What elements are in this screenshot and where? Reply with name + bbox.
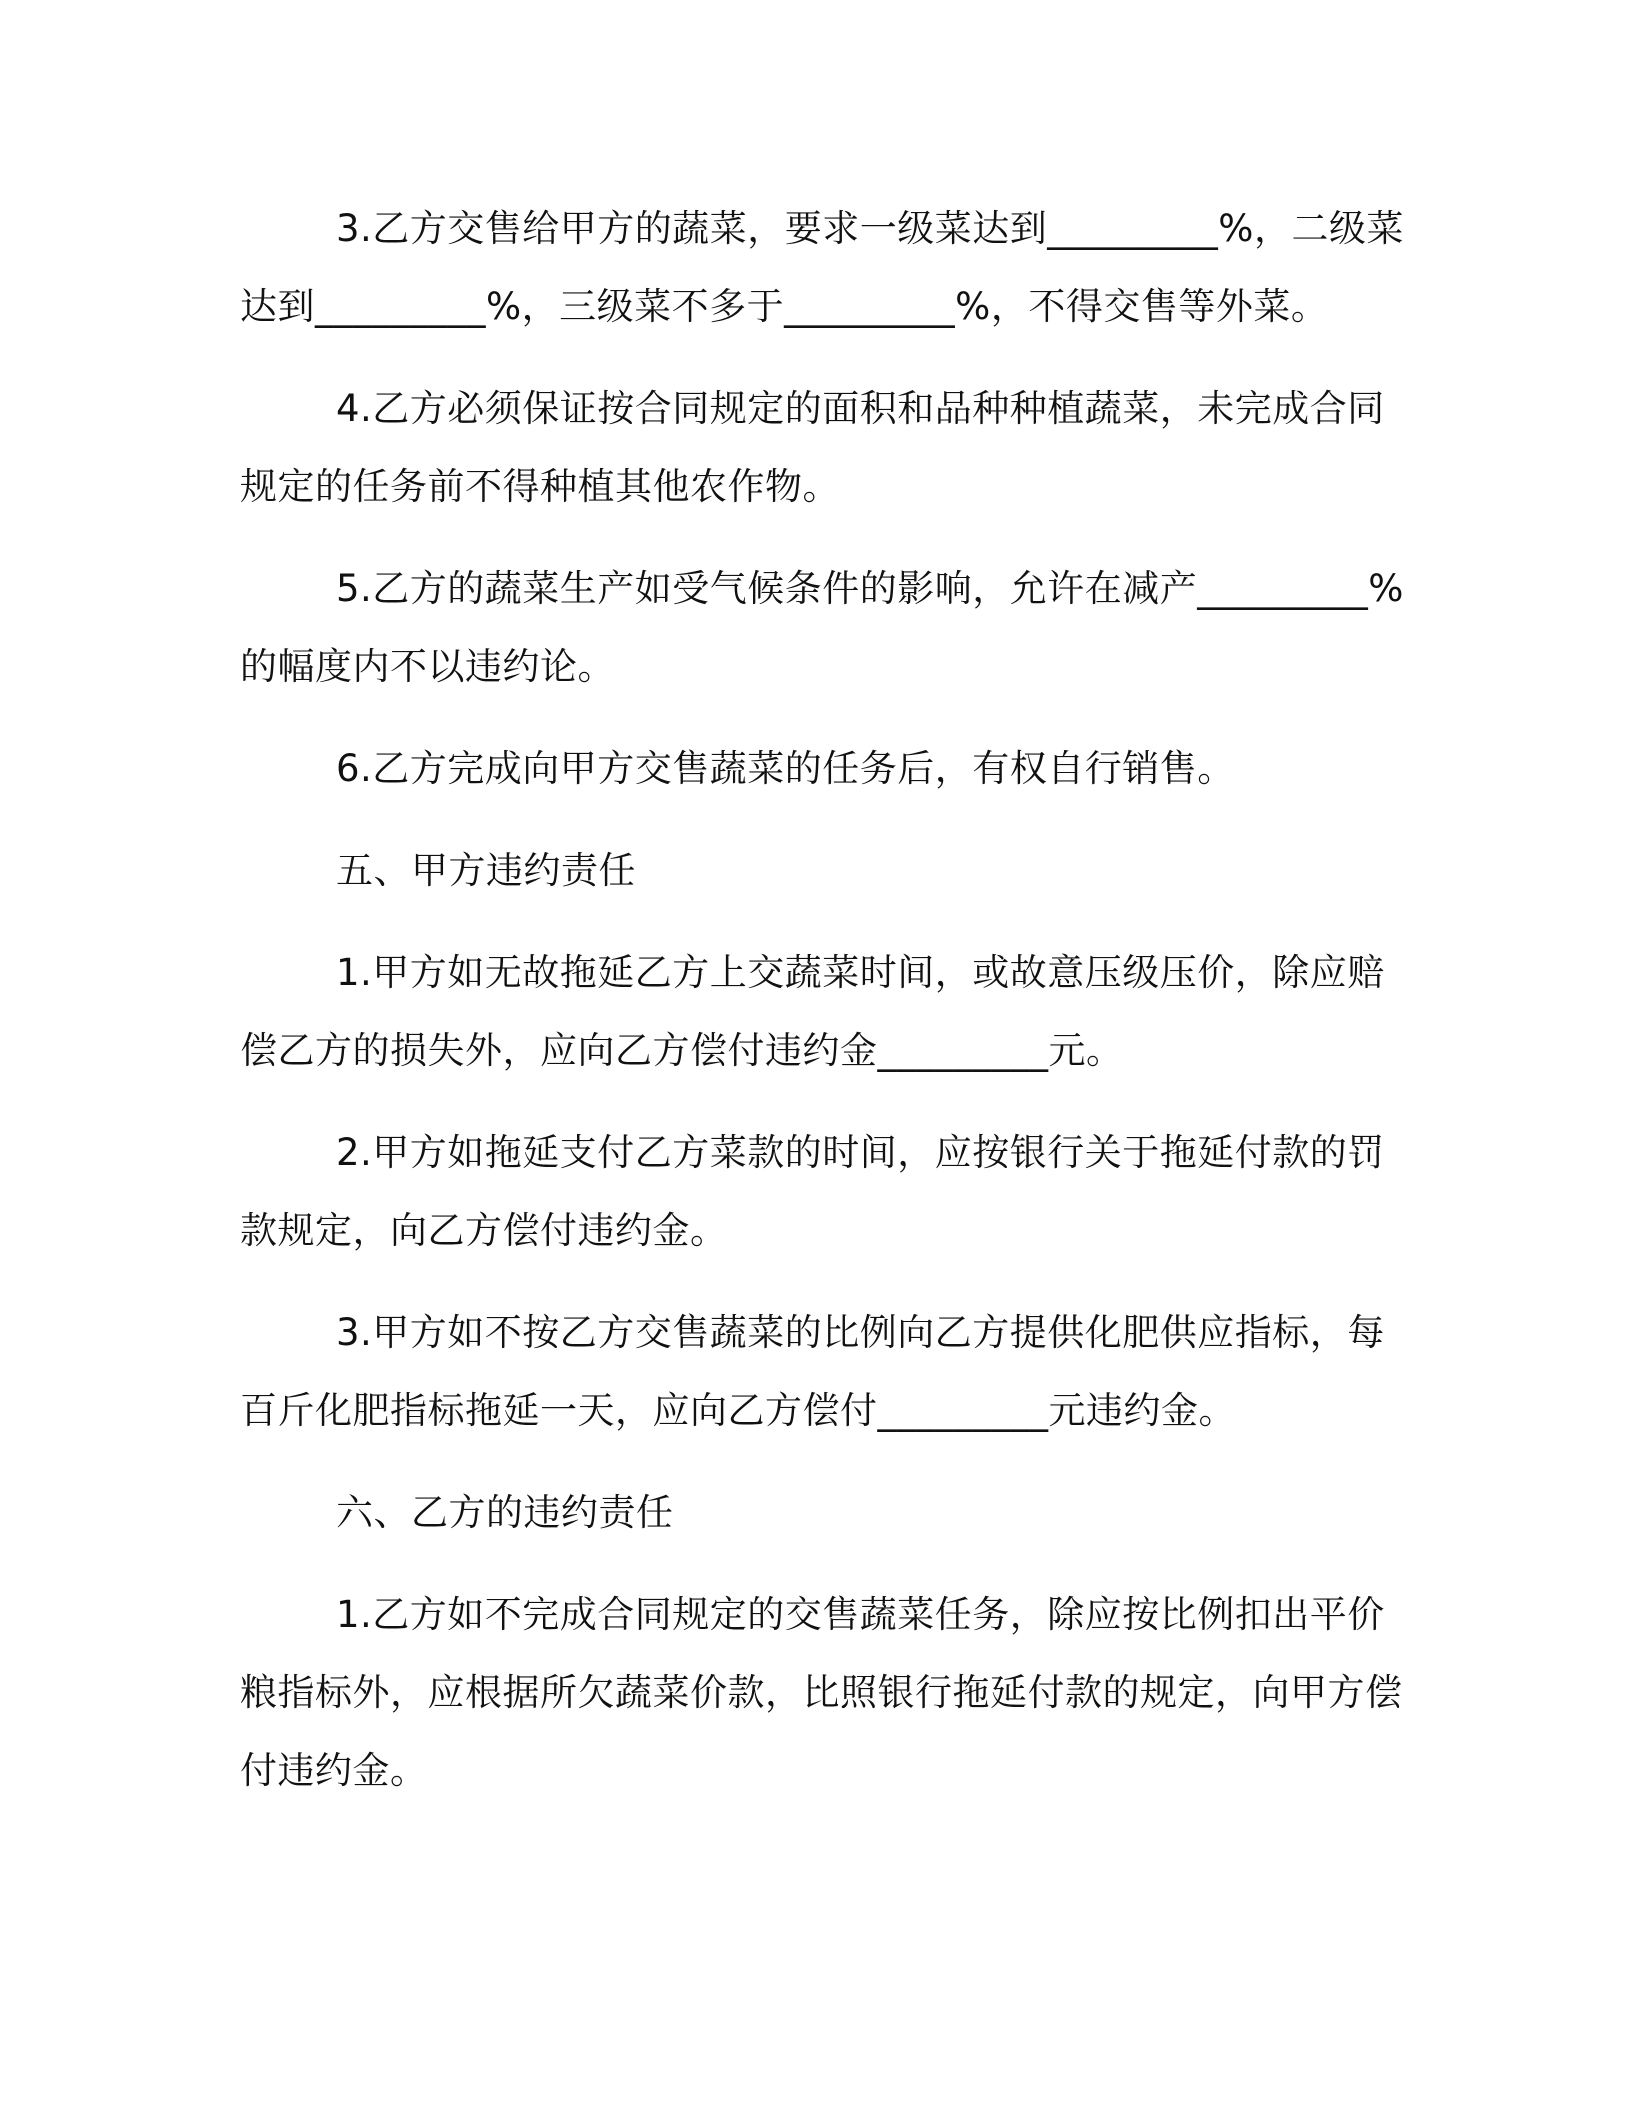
document-page — [240, 190, 1420, 1834]
section-heading-5: 五、甲方违约责任 — [336, 849, 636, 892]
clause-a1: 1.甲方如无故拖延乙方上交蔬菜时间，或故意压级压价，除应赔偿乙方的损失外，应向乙方偿付违约金_________元。 — [240, 951, 1385, 1072]
clause-b-breach-1: 1.乙方如不完成合同规定的交售蔬菜任务，除应按比例扣出平价粮指标外，应根据所欠蔬菜价款，比照银行拖延付款的规定，向甲方偿付违约金。 — [240, 1593, 1403, 1792]
clause-b4: 4.乙方必须保证按合同规定的面积和品种种植蔬菜，未完成合同规定的任务前不得种植其他农作物。 — [240, 387, 1385, 508]
clause-b6: 6.乙方完成向甲方交售蔬菜的任务后，有权自行销售。 — [336, 747, 1235, 790]
clause-b5: 5.乙方的蔬菜生产如受气候条件的影响，允许在减产_________%的幅度内不以违约论。 — [240, 567, 1404, 688]
clause-b3: 3.乙方交售给甲方的蔬菜，要求一级菜达到_________%，二级菜达到_________%，三级菜不多于_________%，不得交售等外菜。 — [240, 207, 1404, 328]
section-heading-6: 六、乙方的违约责任 — [336, 1491, 674, 1534]
clause-a2: 2.甲方如拖延支付乙方菜款的时间，应按银行关于拖延付款的罚款规定，向乙方偿付违约金。 — [240, 1131, 1385, 1252]
clause-a3: 3.甲方如不按乙方交售蔬菜的比例向乙方提供化肥供应指标，每百斤化肥指标拖延一天，应向乙方偿付_________元违约金。 — [240, 1311, 1385, 1432]
